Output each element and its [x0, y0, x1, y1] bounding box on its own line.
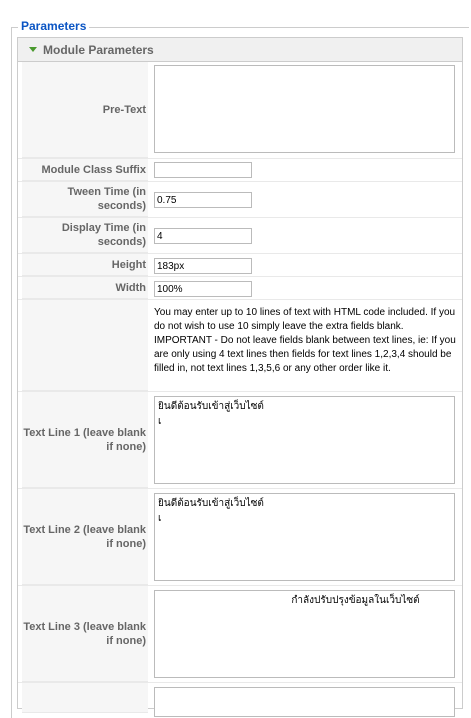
panel-title: Module Parameters: [43, 43, 154, 57]
expand-arrow-icon: [29, 47, 37, 52]
description-key-cell: [22, 300, 148, 391]
height-input[interactable]: [154, 258, 252, 274]
module-parameters-panel: [17, 37, 463, 709]
pre-text-textarea[interactable]: [154, 65, 455, 153]
tween-time-label: Tween Time (in seconds): [22, 182, 148, 217]
parameters-legend: Parameters: [18, 19, 89, 33]
height-label: Height: [22, 254, 148, 276]
text-line-4-key-cell: [22, 683, 148, 713]
display-time-input[interactable]: [154, 228, 252, 244]
text-line-4-textarea[interactable]: [154, 687, 455, 717]
module-class-suffix-input[interactable]: [154, 162, 252, 178]
module-class-suffix-label: Module Class Suffix: [22, 159, 148, 181]
tween-time-input[interactable]: [154, 192, 252, 208]
width-label: Width: [22, 277, 148, 299]
display-time-label: Display Time (in seconds): [22, 218, 148, 253]
text-line-2-label: Text Line 2 (leave blank if none): [22, 489, 148, 585]
text-line-3-label: Text Line 3 (leave blank if none): [22, 586, 148, 682]
text-line-3-textarea[interactable]: กำลังปรับปรุงข้อมูลในเว็บไซต์: [154, 590, 455, 678]
module-parameters-toggle[interactable]: [18, 38, 462, 62]
pre-text-label: Pre-Text: [22, 62, 148, 158]
text-line-2-textarea[interactable]: ยินดีต้อนรับเข้าสู่เว็บไซต์ เ: [154, 493, 455, 581]
text-line-1-textarea[interactable]: ยินดีต้อนรับเข้าสู่เว็บไซต์ เ: [154, 396, 455, 484]
text-lines-description: You may enter up to 10 lines of text with HTML code included. If you do not wish to use 10 simply leave the extra fields blank. IMPORTANT - Do not leave fields blank between text lines, ie: If you are only using 4 text lines then fields for text lines 1,2,3,4 should be filled in, not text lines 1,3,5,6 or any other order like it.: [154, 307, 456, 374]
width-input[interactable]: [154, 281, 252, 297]
text-line-1-label: Text Line 1 (leave blank if none): [22, 392, 148, 488]
